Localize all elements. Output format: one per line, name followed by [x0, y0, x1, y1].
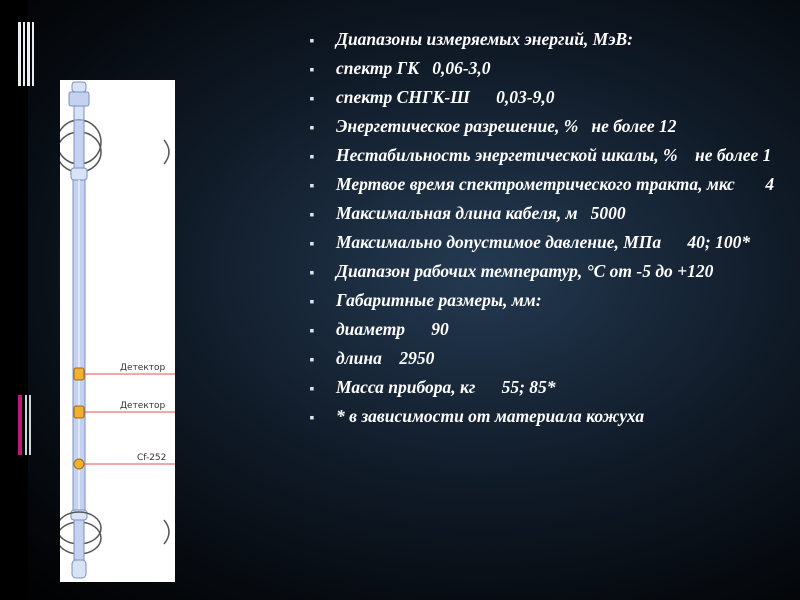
bullet-icon: ▪	[309, 92, 315, 107]
spec-item	[306, 117, 786, 136]
spec-item-text: Энергетическое разрешение, % не более 12	[336, 116, 677, 136]
spec-item-text: Нестабильность энергетической шкалы, % не более 1	[336, 145, 772, 165]
specs-text-block	[306, 30, 786, 436]
bullet-icon: ▪	[309, 63, 315, 78]
bullet-icon: ▪	[309, 411, 315, 426]
tool-head	[69, 92, 89, 106]
bullet-icon: ▪	[309, 208, 315, 223]
spec-item	[306, 88, 786, 107]
bullet-icon: ▪	[309, 295, 315, 310]
tool-bottom-nose	[72, 560, 86, 578]
bullet-icon: ▪	[309, 324, 315, 339]
bullet-icon: ▪	[309, 179, 315, 194]
spec-item-text: диаметр 90	[336, 319, 449, 339]
bullet-icon: ▪	[309, 382, 315, 397]
spec-item	[306, 291, 786, 310]
spec-item-text: длина 2950	[336, 348, 435, 368]
tool-svg	[60, 80, 175, 582]
bullet-icon: ▪	[309, 34, 315, 49]
spec-item	[306, 175, 786, 194]
spec-item-text: Диапазоны измеряемых энергий, МэВ:	[336, 29, 633, 49]
specs-list	[306, 30, 786, 426]
spec-item-text: спектр ГК 0,06-3,0	[336, 58, 491, 78]
spec-item	[306, 59, 786, 78]
tool-neck	[74, 106, 84, 120]
spec-item-text: Диапазон рабочих температур, °С от -5 до +120	[336, 261, 714, 281]
spec-item	[306, 146, 786, 165]
spec-item-text: Мертвое время спектрометрического тракта, мкс 4	[336, 174, 775, 194]
spec-item	[306, 378, 786, 397]
top-centralizer-shaft	[74, 120, 84, 168]
detector-2	[74, 406, 84, 418]
detector-1-label: Детектор	[120, 363, 166, 373]
detector-1	[74, 368, 84, 380]
tool-connector-top	[71, 168, 87, 180]
spec-item	[306, 407, 786, 426]
spec-item-text: * в зависимости от материала кожуха	[336, 406, 645, 426]
bullet-icon: ▪	[309, 266, 315, 281]
spec-item	[306, 349, 786, 368]
decorative-stripes-bottom	[18, 395, 34, 455]
bullet-icon: ▪	[309, 121, 315, 136]
detector-2-label: Детектор	[120, 401, 166, 411]
decorative-stripes-top	[18, 22, 34, 86]
spec-item-text: Максимально допустимое давление, МПа 40; 100*	[336, 232, 751, 252]
bullet-icon: ▪	[309, 237, 315, 252]
spec-item	[306, 30, 786, 49]
spec-item-text: Масса прибора, кг 55; 85*	[336, 377, 556, 397]
spec-item	[306, 262, 786, 281]
bullet-icon: ▪	[309, 150, 315, 165]
bottom-shaft	[74, 520, 84, 560]
left-dark-band	[0, 0, 28, 600]
spec-item-text: Максимальная длина кабеля, м 5000	[336, 203, 626, 223]
logging-tool-diagram	[60, 80, 175, 582]
tool-top-cap	[72, 82, 86, 92]
bullet-icon: ▪	[309, 353, 315, 368]
spec-item	[306, 204, 786, 223]
spec-item	[306, 320, 786, 339]
spec-item-text: спектр СНГК-Ш 0,03-9,0	[336, 87, 555, 107]
source-label: Cf-252	[137, 453, 167, 463]
bottom-right-arc	[164, 520, 169, 544]
spec-item	[306, 233, 786, 252]
source-marker	[74, 459, 84, 469]
spec-item-text: Габаритные размеры, мм:	[336, 290, 542, 310]
top-right-arc	[164, 140, 169, 164]
